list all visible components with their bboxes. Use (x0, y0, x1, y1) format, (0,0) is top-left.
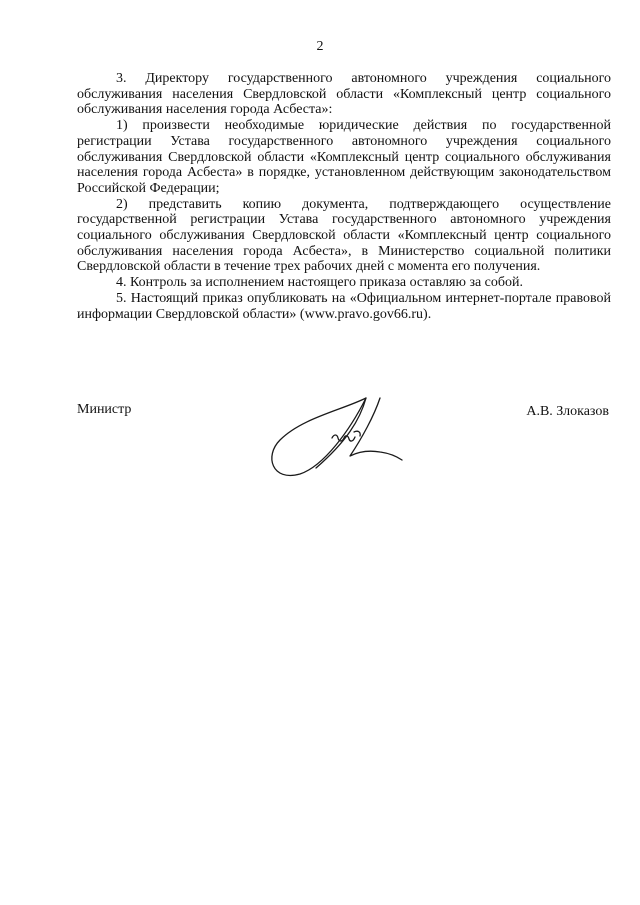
handwritten-signature (262, 390, 412, 480)
paragraph-item-4: 4. Контроль за исполнением настоящего приказа оставляю за собой. (116, 275, 524, 291)
signatory-name: А.В. Злоказов (526, 404, 609, 419)
signatory-title: Министр (77, 402, 132, 417)
document-body (77, 71, 611, 322)
paragraph-subitem-1: 1) произвести необходимые юридические действия по государственной регистрации Устава государственного автономного учреждения социального обслуживания Свердловской области «Комплексный центр социального обслуживания населения города Асбеста» в порядке, установленном действующим законодательством Российской Федерации; (77, 118, 611, 196)
paragraph-item-3: 3. Директору государственного автономного учреждения социального обслуживания населения Свердловской области «Комплексный центр социального обслуживания населения города Асбеста»: (77, 71, 611, 118)
page-number: 2 (316, 39, 324, 54)
paragraph-subitem-2: 2) представить копию документа, подтверждающего осуществление государственной регистрации Устава государственного автономного учреждения социального обслуживания Свердловской области «Комплексный центр социального обслуживания населения города Асбеста», в Министерство социальной политики Свердловской области в течение трех рабочих дней с момента его получения. (77, 196, 611, 275)
paragraph-item-5: 5. Настоящий приказ опубликовать на «Официальном интернет-портале правовой информации Свердловской области» (www.pravo.gov66.ru). (77, 290, 611, 322)
